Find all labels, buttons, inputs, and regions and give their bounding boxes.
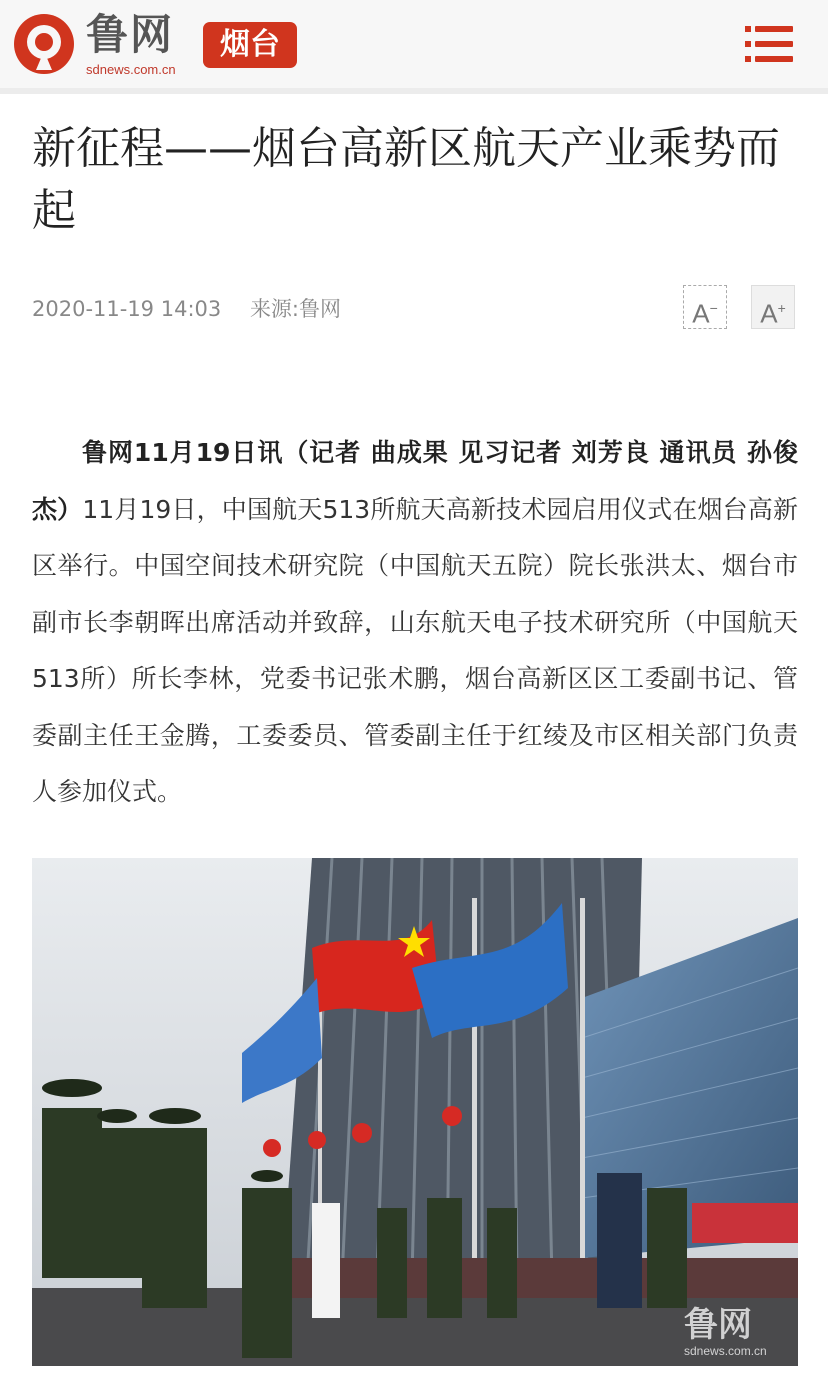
site-logo-icon[interactable] bbox=[12, 12, 76, 76]
site-header bbox=[0, 0, 828, 94]
article-lead: 鲁网11月19日讯（记者 曲成果 见习记者 刘芳良 通讯员 孙俊杰） bbox=[32, 438, 798, 524]
article-body bbox=[32, 425, 798, 821]
city-channel-badge[interactable]: 烟台 bbox=[203, 22, 297, 68]
photo-watermark-domain: sdnews.com.cn bbox=[684, 1344, 767, 1358]
photo-watermark: 鲁网 bbox=[684, 1305, 752, 1345]
article-body-text: 11月19日，中国航天513所航天高新技术园启用仪式在烟台高新区举行。中国空间技术研究院（中国航天五院）院长张洪太、烟台市副市长李朝晖出席活动并致辞，山东航天电子技术研究所（中国航天513所）所长李林，党委书记张术鹏，烟台高新区区工委副书记、管委副主任王金腾，工委委员、管委副主任于红绫及市区相关部门负责人参加仪式。 bbox=[32, 494, 798, 806]
article-title: 新征程——烟台高新区航天产业乘势而起 bbox=[32, 123, 780, 236]
article-meta bbox=[32, 293, 363, 323]
font-increase-sup: + bbox=[777, 300, 786, 316]
site-logo-domain: sdnews.com.cn bbox=[86, 62, 176, 77]
article-date: 2020-11-19 14:03 bbox=[32, 297, 222, 321]
font-size-decrease-button[interactable] bbox=[683, 285, 727, 329]
hamburger-menu-icon[interactable] bbox=[745, 26, 793, 62]
font-increase-label: A bbox=[760, 298, 778, 329]
font-decrease-sup: − bbox=[709, 300, 718, 316]
site-logo-text[interactable]: 鲁网 bbox=[86, 10, 175, 59]
article-photo[interactable] bbox=[32, 858, 798, 1366]
font-decrease-label: A bbox=[692, 298, 710, 329]
font-size-increase-button[interactable] bbox=[751, 285, 795, 329]
article-source: 来源:鲁网 bbox=[249, 297, 342, 321]
flag-raising-ceremony-image bbox=[32, 858, 798, 1366]
